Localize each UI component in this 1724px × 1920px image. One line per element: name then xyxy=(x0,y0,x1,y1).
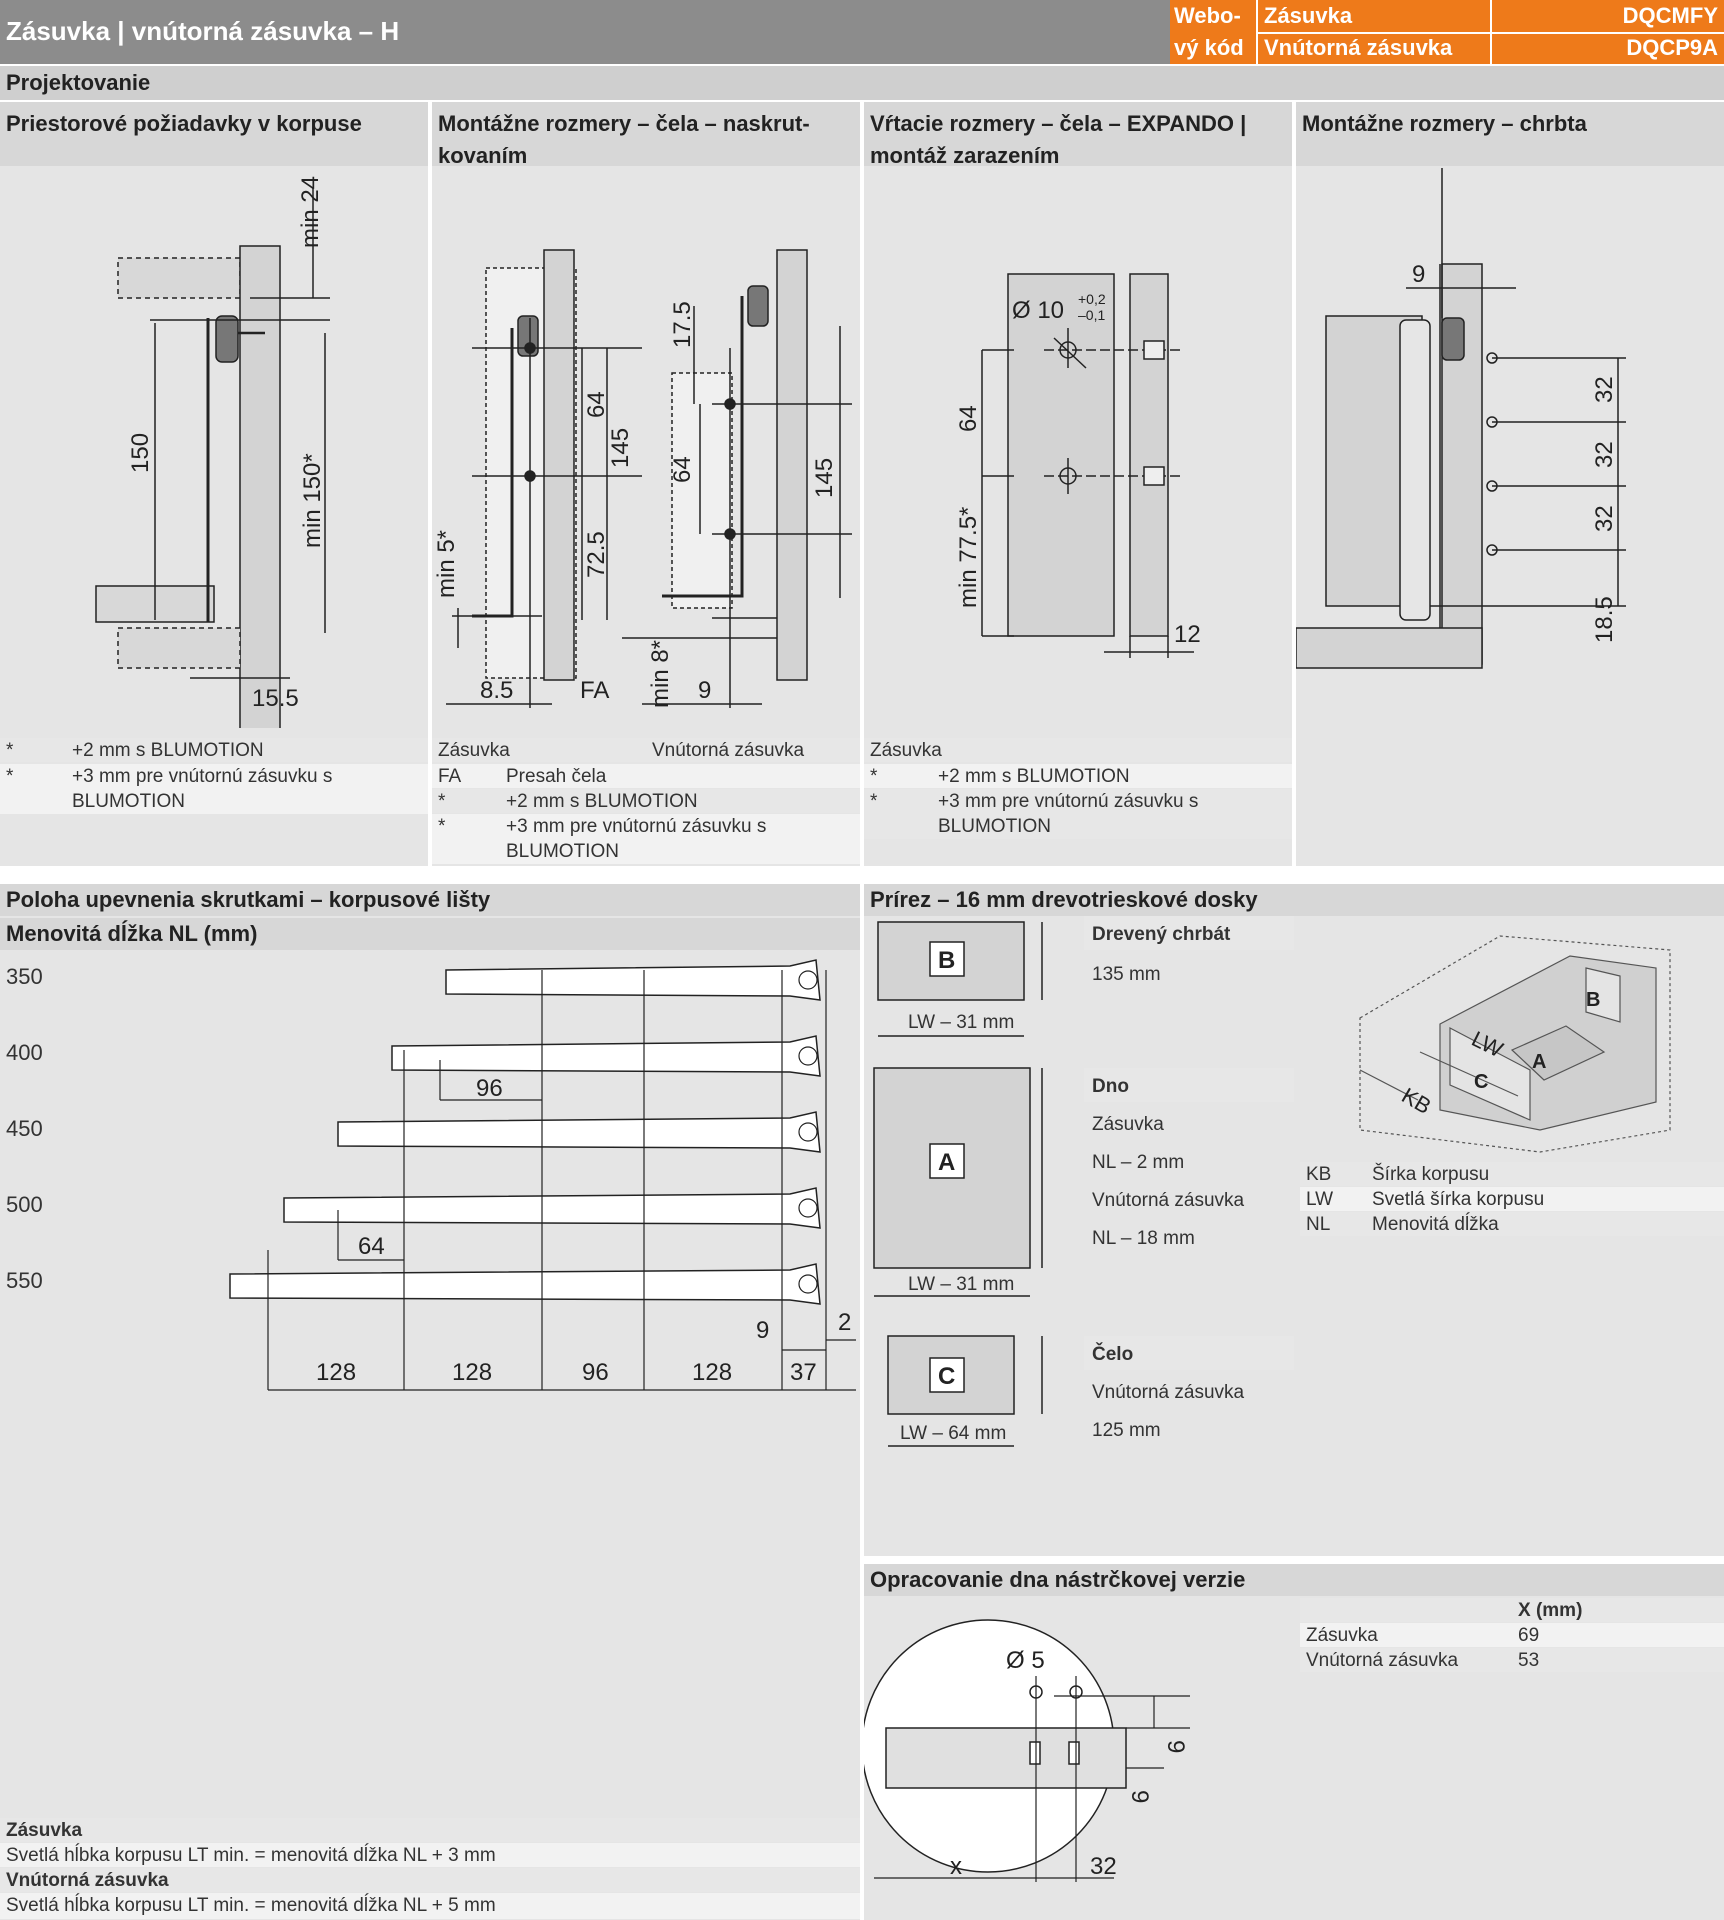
p2-dim-145: 145 xyxy=(607,427,634,468)
p3-note2: +3 mm pre vnútornú zásuvku s BLUMOTION xyxy=(938,791,1199,837)
B-value: 135 mm xyxy=(1092,964,1161,985)
svg-text:B: B xyxy=(1586,989,1601,1011)
p3-dim-dia: Ø 10 xyxy=(1012,297,1065,324)
p2-dim-145b: 145 xyxy=(811,457,838,498)
rails-dim-96b: 96 xyxy=(582,1359,609,1386)
p4-dim-18-5: 18.5 xyxy=(1591,596,1618,643)
legend-nl-key: NL xyxy=(1306,1214,1331,1235)
rails-footer1-text: Svetlá hĺbka korpusu LT min. = menovitá dĺžka NL + 3 mm xyxy=(6,1845,496,1866)
top-shelf xyxy=(118,258,240,298)
dim-150: 150 xyxy=(127,432,154,473)
rail-length-350: 350 xyxy=(6,964,43,989)
A-width: LW – 31 mm xyxy=(908,1274,1015,1295)
iso-kb: KB xyxy=(1397,1082,1436,1120)
runner xyxy=(216,316,238,362)
iso-lw: LW xyxy=(1467,1026,1507,1063)
p2-note2-mark: * xyxy=(438,791,446,812)
p2-note1-mark: FA xyxy=(438,766,462,787)
legend-lw-key: LW xyxy=(1306,1189,1334,1210)
legend-kb-val: Šírka korpusu xyxy=(1372,1164,1490,1185)
rails-dim-128b: 128 xyxy=(452,1359,493,1386)
rail-500 xyxy=(284,1188,820,1228)
table-row2-label: Vnútorná zásuvka xyxy=(1306,1650,1459,1671)
item2-code: DQCP9A xyxy=(1626,35,1718,60)
p2-dim-64: 64 xyxy=(583,391,610,418)
rails-dim-2: 2 xyxy=(838,1309,852,1336)
p2-note3: +3 mm pre vnútornú zásuvku s BLUMOTION xyxy=(506,816,767,862)
rails-title: Poloha upevnenia skrutkami – korpusové lišty xyxy=(0,884,860,916)
item1-code: DQCMFY xyxy=(1622,3,1718,28)
p1-note2-mark: * xyxy=(6,766,14,787)
A-l2: NL – 2 mm xyxy=(1092,1152,1185,1173)
p3-tol-dn: –0,1 xyxy=(1078,307,1106,323)
page-header xyxy=(0,0,1724,64)
rails-dim-128a: 128 xyxy=(316,1359,357,1386)
cabinet-iso-diagram xyxy=(1300,920,1724,1160)
A-l1: Zásuvka xyxy=(1092,1114,1164,1135)
p2-dim-8-5: 8.5 xyxy=(480,677,514,704)
panel4-title: Montážne rozmery – chrbta xyxy=(1296,102,1724,166)
dim-min150: min 150* xyxy=(299,453,326,548)
rails-subtitle: Menovitá dĺžka NL (mm) xyxy=(0,918,860,950)
dim-15-5: 15.5 xyxy=(252,685,299,712)
p3-note2-mark: * xyxy=(870,791,878,812)
rail-350 xyxy=(446,960,820,1000)
B-width: LW – 31 mm xyxy=(908,1012,1015,1033)
panel1-title: Priestorové požiadavky v korpuse xyxy=(0,102,428,166)
rail-length-450: 450 xyxy=(6,1116,43,1141)
product-code-box xyxy=(1170,0,1724,64)
letter-B: B xyxy=(938,947,956,974)
rails-footer1-head: Zásuvka xyxy=(6,1820,83,1841)
panel1-diagram xyxy=(0,168,428,728)
rails-footer2-head: Vnútorná zásuvka xyxy=(6,1870,169,1891)
C-width: LW – 64 mm xyxy=(900,1423,1007,1444)
rails-dim-64: 64 xyxy=(358,1233,385,1260)
p2-note3-mark: * xyxy=(438,816,446,837)
rails-dim-128c: 128 xyxy=(692,1359,733,1386)
p2-dim-9: 9 xyxy=(698,677,712,704)
p4-dim-32c: 32 xyxy=(1591,505,1618,532)
rails-diagram xyxy=(0,950,860,1400)
C-l2: 125 mm xyxy=(1092,1420,1161,1441)
p3-dim-12: 12 xyxy=(1174,621,1201,648)
rail-550 xyxy=(230,1264,820,1304)
panel3-title: Vŕtacie rozmery – čela – EXPANDO | montáž zarazením xyxy=(864,102,1292,166)
rail-400 xyxy=(392,1036,820,1076)
bottom-dim-9a: 9 xyxy=(1162,1740,1189,1754)
side-panel xyxy=(240,246,280,728)
B-name: Drevený chrbát xyxy=(1092,924,1231,945)
p2-dim-17-5: 17.5 xyxy=(669,301,696,348)
bottom-dim-9b: 9 xyxy=(1126,1790,1153,1804)
p3-dim-min77-5: min 77.5* xyxy=(955,506,982,608)
webo-label-2: vý kód xyxy=(1174,35,1244,60)
p3-dim-64: 64 xyxy=(955,405,982,432)
item2-name: Vnútorná zásuvka xyxy=(1264,35,1453,60)
rails-dim-96: 96 xyxy=(476,1075,503,1102)
p2-dim-fa: FA xyxy=(580,677,610,704)
table-row2-value: 53 xyxy=(1518,1650,1540,1671)
legend-nl-val: Menovitá dĺžka xyxy=(1372,1214,1499,1235)
p2-col2: Vnútorná zásuvka xyxy=(652,740,805,761)
svg-text:A: A xyxy=(1532,1051,1547,1073)
p3-col1: Zásuvka xyxy=(870,740,942,761)
p2-dim-min8: min 8* xyxy=(647,639,674,708)
rails-footer2-text: Svetlá hĺbka korpusu LT min. = menovitá dĺžka NL + 5 mm xyxy=(6,1895,496,1916)
p2-dim-64b: 64 xyxy=(669,456,696,483)
rail-length-550: 550 xyxy=(6,1268,43,1293)
p3-note1: +2 mm s BLUMOTION xyxy=(938,766,1130,787)
rails-dim-9: 9 xyxy=(756,1317,770,1344)
p1-note1-mark: * xyxy=(6,740,14,761)
p3-tol-up: +0,2 xyxy=(1078,291,1106,307)
bottom-dim-32: 32 xyxy=(1090,1853,1117,1880)
legend-lw-val: Svetlá šírka korpusu xyxy=(1372,1189,1545,1210)
legend-kb-key: KB xyxy=(1306,1164,1332,1185)
rail-length-500: 500 xyxy=(6,1192,43,1217)
panel3-diagram xyxy=(864,168,1292,728)
svg-text:C: C xyxy=(1474,1071,1489,1093)
webo-label-1: Webo- xyxy=(1174,3,1241,28)
p2-note1: Presah čela xyxy=(506,766,607,787)
p4-dim-32a: 32 xyxy=(1591,376,1618,403)
rail-450 xyxy=(338,1112,820,1152)
bottom-dim-dia: Ø 5 xyxy=(1006,1647,1045,1674)
panel2-diagram xyxy=(432,168,860,728)
section-projektovanie: Projektovanie xyxy=(0,66,1724,100)
C-name: Čelo xyxy=(1092,1344,1134,1365)
p4-dim-9: 9 xyxy=(1412,261,1426,288)
panel2-title: Montážne rozmery – čela – naskrut- kovaním xyxy=(432,102,860,166)
rail-length-400: 400 xyxy=(6,1040,43,1065)
table-row1-value: 69 xyxy=(1518,1625,1540,1646)
p4-dim-32b: 32 xyxy=(1591,441,1618,468)
rails-dim-37: 37 xyxy=(790,1359,817,1386)
table-row1-label: Zásuvka xyxy=(1306,1625,1378,1646)
item1-name: Zásuvka xyxy=(1264,3,1353,28)
panel4-diagram xyxy=(1296,168,1724,728)
p1-note1: +2 mm s BLUMOTION xyxy=(72,740,264,761)
p1-note2: +3 mm pre vnútornú zásuvku s BLUMOTION xyxy=(72,766,333,812)
A-l3: Vnútorná zásuvka xyxy=(1092,1190,1245,1211)
p2-col1: Zásuvka xyxy=(438,740,510,761)
dim-min24: min 24 xyxy=(297,175,324,248)
bottom-dim-x: x xyxy=(950,1853,962,1880)
table-header: X (mm) xyxy=(1518,1600,1583,1621)
bottom-title: Opracovanie dna nástrčkovej verzie xyxy=(864,1564,1724,1596)
page-title: Zásuvka | vnútorná zásuvka – H xyxy=(6,16,400,46)
p3-note1-mark: * xyxy=(870,766,878,787)
cut-title: Prírez – 16 mm drevotrieskové dosky xyxy=(864,884,1724,916)
p2-dim-72-5: 72.5 xyxy=(583,531,610,578)
letter-C: C xyxy=(938,1363,956,1390)
C-l1: Vnútorná zásuvka xyxy=(1092,1382,1245,1403)
A-l4: NL – 18 mm xyxy=(1092,1228,1195,1249)
bottom-diagram xyxy=(864,1596,1294,1920)
letter-A: A xyxy=(938,1149,956,1176)
A-name: Dno xyxy=(1092,1076,1129,1097)
p2-dim-min5: min 5* xyxy=(433,529,460,598)
p2-note2: +2 mm s BLUMOTION xyxy=(506,791,698,812)
